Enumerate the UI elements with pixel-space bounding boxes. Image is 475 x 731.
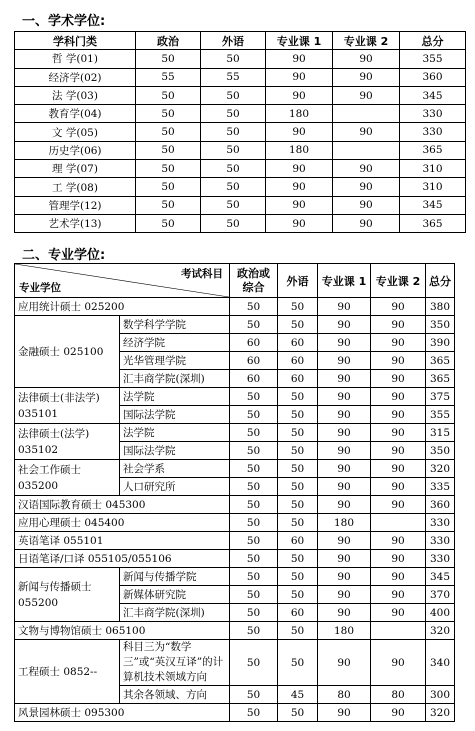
score-cell: 90: [371, 586, 426, 604]
score-cell: 90: [318, 640, 371, 686]
table-row: [15, 160, 466, 178]
score-cell: 90: [371, 388, 426, 406]
score-cell: 90: [266, 86, 333, 104]
score-cell: 90: [333, 50, 400, 68]
score-cell: 310: [400, 160, 466, 178]
score-cell: 90: [371, 424, 426, 442]
score-cell: 50: [201, 123, 266, 141]
score-cell: 90: [371, 532, 426, 550]
score-cell: 50: [136, 141, 201, 159]
degree-name-cell: 文物与博物馆硕士 065100: [15, 622, 230, 640]
score-cell: 90: [371, 496, 426, 514]
score-cell: 180: [266, 105, 333, 123]
school-cell: 国际法学院: [120, 406, 230, 424]
score-cell: 335: [426, 478, 455, 496]
table-row: [15, 123, 466, 141]
score-cell: 90: [318, 316, 371, 334]
score-cell: 90: [318, 352, 371, 370]
score-cell: 60: [278, 352, 318, 370]
col-header-total: 总分: [400, 32, 466, 50]
degree-name-cell: 汉语国际教育硕士 045300: [15, 496, 230, 514]
table-row: [15, 214, 466, 232]
score-cell: 90: [371, 460, 426, 478]
score-cell: 90: [318, 496, 371, 514]
score-cell: 365: [426, 352, 455, 370]
score-cell: 50: [201, 50, 266, 68]
table-row: [15, 532, 455, 550]
score-cell: 50: [278, 298, 318, 316]
score-cell: 90: [371, 568, 426, 586]
score-cell: 360: [400, 68, 466, 86]
score-cell: 90: [371, 442, 426, 460]
score-cell: 320: [426, 704, 455, 722]
score-cell: 50: [230, 478, 278, 496]
score-cell: 50: [278, 424, 318, 442]
score-cell: 60: [278, 532, 318, 550]
score-cell: 50: [278, 640, 318, 686]
school-cell: 人口研究所: [120, 478, 230, 496]
table-row: [15, 640, 455, 686]
score-cell: 50: [136, 196, 201, 214]
degree-name-cell: 新闻与传播硕士 055200: [15, 568, 120, 622]
score-cell: 90: [333, 178, 400, 196]
score-cell: 320: [426, 622, 455, 640]
col-header-foreign-lang: 外语: [201, 32, 266, 50]
score-cell: 90: [371, 478, 426, 496]
degree-name-cell: 金融硕士 025100: [15, 316, 120, 388]
table-row: [15, 550, 455, 568]
score-cell: 50: [230, 640, 278, 686]
score-cell: 50: [201, 214, 266, 232]
diagonal-header-cell: [15, 264, 230, 298]
score-cell: 50: [230, 622, 278, 640]
score-cell: 90: [318, 568, 371, 586]
discipline-cell: 法 学(03): [15, 86, 136, 104]
score-cell: 300: [426, 686, 455, 704]
discipline-cell: 教育学(04): [15, 105, 136, 123]
score-cell: 90: [333, 196, 400, 214]
table-row: [15, 298, 455, 316]
table-row: [15, 622, 455, 640]
score-cell: 330: [400, 123, 466, 141]
score-cell: 50: [278, 478, 318, 496]
score-cell: 50: [201, 141, 266, 159]
score-cell: 80: [318, 686, 371, 704]
score-cell: 50: [230, 568, 278, 586]
score-cell: 45: [278, 686, 318, 704]
school-cell: 法学院: [120, 388, 230, 406]
score-cell: 375: [426, 388, 455, 406]
score-cell: 50: [201, 160, 266, 178]
score-cell: 350: [426, 316, 455, 334]
table-row: [15, 316, 455, 334]
school-cell: 法学院: [120, 424, 230, 442]
col-header-course1: 专业课 1: [266, 32, 333, 50]
score-cell: 350: [426, 442, 455, 460]
degree-name-cell: 应用统计硕士 025200: [15, 298, 230, 316]
score-cell: 90: [318, 532, 371, 550]
discipline-cell: 工 学(08): [15, 178, 136, 196]
school-cell: 经济学院: [120, 334, 230, 352]
table-row: [15, 514, 455, 532]
col-header-discipline: 学科门类: [15, 32, 136, 50]
school-cell: 数学科学学院: [120, 316, 230, 334]
academic-degree-table: [14, 31, 466, 233]
school-cell: 新闻与传播学院: [120, 568, 230, 586]
score-cell: 370: [426, 586, 455, 604]
school-cell: 其余各领域、方向: [120, 686, 230, 704]
score-cell: 60: [278, 604, 318, 622]
score-cell: 50: [278, 406, 318, 424]
score-cell: 90: [371, 334, 426, 352]
score-cell: 90: [266, 50, 333, 68]
table-row: [15, 704, 455, 722]
score-cell: 310: [400, 178, 466, 196]
score-cell: 50: [278, 388, 318, 406]
score-cell: 90: [318, 406, 371, 424]
degree-name-cell: 英语笔译 055101: [15, 532, 230, 550]
score-cell: 50: [278, 704, 318, 722]
score-cell: 50: [136, 214, 201, 232]
degree-name-cell: 应用心理硕士 045400: [15, 514, 230, 532]
score-cell: 90: [333, 68, 400, 86]
score-cell: 365: [400, 141, 466, 159]
school-cell: 汇丰商学院(深圳): [120, 604, 230, 622]
score-cell: 50: [136, 178, 201, 196]
header-exam-subjects: 考试科目: [181, 268, 223, 280]
section2-heading: 二、专业学位:: [22, 248, 106, 263]
score-cell: 90: [333, 86, 400, 104]
score-cell: 90: [318, 370, 371, 388]
score-cell: [333, 141, 400, 159]
score-cell: 320: [426, 460, 455, 478]
score-cell: 90: [371, 704, 426, 722]
score-cell: 50: [230, 424, 278, 442]
score-cell: 90: [266, 68, 333, 86]
degree-name-cell: 社会工作硕士 035200: [15, 460, 120, 496]
table-row: [15, 178, 466, 196]
score-cell: 90: [318, 604, 371, 622]
score-cell: 50: [278, 568, 318, 586]
score-cell: 50: [201, 196, 266, 214]
score-cell: 90: [333, 214, 400, 232]
score-cell: 90: [266, 196, 333, 214]
col-header-politics-or-comprehensive: 政治或综合: [230, 264, 278, 298]
degree-name-cell: 日语笔译/口译 055105/055106: [15, 550, 230, 568]
score-cell: 90: [333, 160, 400, 178]
score-cell: 50: [230, 514, 278, 532]
score-cell: 50: [230, 298, 278, 316]
score-cell: 50: [230, 406, 278, 424]
score-cell: 365: [400, 214, 466, 232]
col-header-course2: 专业课 2: [333, 32, 400, 50]
table-row: [15, 50, 466, 68]
score-cell: 55: [136, 68, 201, 86]
school-cell: 科目三为“数学三”或“英汉互译”的计算机技术领域方向: [120, 640, 230, 686]
score-cell: 50: [278, 550, 318, 568]
score-cell: 90: [266, 178, 333, 196]
score-cell: 50: [230, 442, 278, 460]
score-cell: 345: [400, 196, 466, 214]
score-cell: [333, 105, 400, 123]
discipline-cell: 理 学(07): [15, 160, 136, 178]
score-cell: 180: [318, 514, 371, 532]
table-row: [15, 496, 455, 514]
score-cell: 90: [318, 334, 371, 352]
score-cell: 90: [318, 550, 371, 568]
score-cell: 50: [230, 550, 278, 568]
score-cell: 90: [266, 160, 333, 178]
score-cell: 330: [426, 550, 455, 568]
score-cell: 60: [278, 334, 318, 352]
col-header-foreign-lang: 外语: [278, 264, 318, 298]
score-cell: 360: [426, 496, 455, 514]
table-row: [15, 68, 466, 86]
score-cell: 55: [201, 68, 266, 86]
score-cell: 90: [266, 123, 333, 141]
table-row: [15, 105, 466, 123]
score-cell: 90: [318, 478, 371, 496]
table-header-row: [15, 32, 466, 50]
score-cell: 50: [278, 316, 318, 334]
score-cell: 345: [400, 86, 466, 104]
score-cell: 50: [201, 178, 266, 196]
score-cell: 90: [371, 604, 426, 622]
table-header-row: [15, 264, 455, 298]
score-cell: 50: [136, 123, 201, 141]
score-cell: 315: [426, 424, 455, 442]
score-cell: 50: [136, 105, 201, 123]
discipline-cell: 历史学(06): [15, 141, 136, 159]
score-cell: 90: [371, 316, 426, 334]
score-cell: 90: [318, 424, 371, 442]
table-row: [15, 388, 455, 406]
score-cell: 90: [371, 550, 426, 568]
score-cell: 50: [136, 50, 201, 68]
score-cell: 340: [426, 640, 455, 686]
score-cell: 50: [201, 86, 266, 104]
score-cell: 50: [278, 496, 318, 514]
score-cell: [371, 514, 426, 532]
table-row: [15, 568, 455, 586]
score-cell: 90: [266, 214, 333, 232]
score-cell: 80: [371, 686, 426, 704]
discipline-cell: 文 学(05): [15, 123, 136, 141]
score-cell: 90: [371, 352, 426, 370]
score-cell: 50: [230, 704, 278, 722]
score-cell: 345: [426, 568, 455, 586]
score-cell: 90: [371, 298, 426, 316]
professional-degree-table: [14, 263, 455, 722]
school-cell: 国际法学院: [120, 442, 230, 460]
score-cell: 90: [318, 298, 371, 316]
score-cell: 90: [318, 460, 371, 478]
score-cell: 60: [230, 352, 278, 370]
score-cell: 60: [230, 334, 278, 352]
col-header-course2: 专业课 2: [371, 264, 426, 298]
score-cell: 60: [230, 370, 278, 388]
school-cell: 光华管理学院: [120, 352, 230, 370]
score-cell: 50: [278, 514, 318, 532]
school-cell: 社会学系: [120, 460, 230, 478]
table-row: [15, 424, 455, 442]
section1-heading: 一、学术学位:: [22, 14, 106, 29]
score-cell: 330: [426, 514, 455, 532]
col-header-total: 总分: [426, 264, 455, 298]
score-cell: 90: [333, 123, 400, 141]
score-cell: 50: [230, 586, 278, 604]
score-cell: 90: [318, 586, 371, 604]
score-cell: 90: [371, 640, 426, 686]
discipline-cell: 经济学(02): [15, 68, 136, 86]
degree-name-cell: 法律硕士(非法学) 035101: [15, 388, 120, 424]
col-header-course1: 专业课 1: [318, 264, 371, 298]
score-cell: 330: [426, 532, 455, 550]
score-cell: 90: [371, 406, 426, 424]
score-cell: 50: [201, 105, 266, 123]
score-cell: 50: [230, 532, 278, 550]
score-cell: 390: [426, 334, 455, 352]
score-cell: 355: [400, 50, 466, 68]
table-row: [15, 460, 455, 478]
table-row: [15, 141, 466, 159]
score-cell: 400: [426, 604, 455, 622]
score-cell: 50: [230, 686, 278, 704]
score-cell: 90: [318, 388, 371, 406]
score-cell: 50: [278, 622, 318, 640]
school-cell: 新媒体研究院: [120, 586, 230, 604]
score-cell: 330: [400, 105, 466, 123]
discipline-cell: 艺术学(13): [15, 214, 136, 232]
score-cell: [371, 622, 426, 640]
score-cell: 50: [278, 586, 318, 604]
discipline-cell: 哲 学(01): [15, 50, 136, 68]
score-cell: 50: [278, 442, 318, 460]
score-cell: 50: [230, 496, 278, 514]
score-cell: 90: [318, 442, 371, 460]
school-cell: 汇丰商学院(深圳): [120, 370, 230, 388]
table-row: [15, 196, 466, 214]
score-cell: 50: [230, 388, 278, 406]
score-cell: 90: [318, 704, 371, 722]
score-cell: 50: [230, 460, 278, 478]
score-cell: 50: [278, 460, 318, 478]
degree-name-cell: 法律硕士(法学) 035102: [15, 424, 120, 460]
header-degree: 专业学位: [19, 282, 61, 294]
score-cell: 380: [426, 298, 455, 316]
col-header-politics: 政治: [136, 32, 201, 50]
score-cell: 50: [136, 86, 201, 104]
score-cell: 355: [426, 406, 455, 424]
score-cell: 50: [136, 160, 201, 178]
score-cell: 60: [278, 370, 318, 388]
table-row: [15, 86, 466, 104]
score-cell: 365: [426, 370, 455, 388]
score-cell: 180: [318, 622, 371, 640]
degree-name-cell: 风景园林硕士 095300: [15, 704, 230, 722]
score-cell: 50: [230, 316, 278, 334]
degree-name-cell: 工程硕士 0852--: [15, 640, 120, 704]
score-cell: 180: [266, 141, 333, 159]
score-cell: 90: [371, 370, 426, 388]
discipline-cell: 管理学(12): [15, 196, 136, 214]
score-cell: 50: [230, 604, 278, 622]
